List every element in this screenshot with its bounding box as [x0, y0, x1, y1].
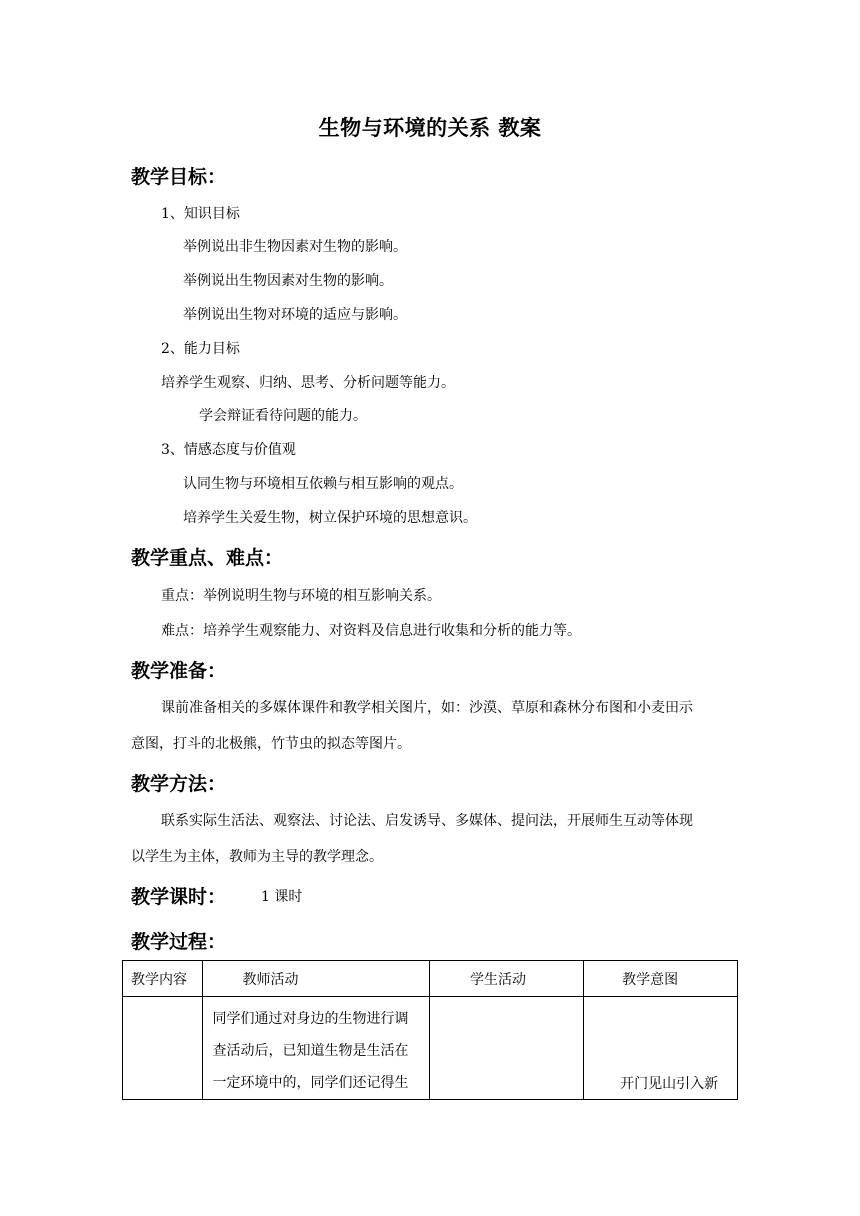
hours-heading: 教学课时： — [131, 886, 227, 908]
content-cell — [123, 997, 203, 1100]
emotion-item: 培养学生关爱生物，树立保护环境的思想意识。 — [183, 510, 477, 526]
ability-objective-title: 2、能力目标 — [161, 341, 240, 357]
process-heading: 教学过程： — [131, 931, 227, 953]
teacher-activity-line: 查活动后，已知道生物是生活在 — [212, 1043, 409, 1059]
knowledge-item: 举例说出非生物因素对生物的影响。 — [183, 239, 407, 255]
knowledge-objective-title: 1、知识目标 — [161, 206, 240, 222]
column-label: 教师活动 — [242, 971, 299, 988]
preparation-heading: 教学准备： — [131, 660, 227, 682]
table-header-row — [123, 961, 738, 997]
teacher-activity-line: 一定环境中的，同学们还记得生 — [212, 1075, 409, 1091]
preparation-text: 意图，打斗的北极熊，竹节虫的拟态等图片。 — [131, 736, 411, 752]
column-label: 教学内容 — [131, 971, 187, 988]
methods-text: 以学生为主体，教师为主导的教学理念。 — [131, 849, 383, 865]
table-row — [123, 997, 738, 1100]
objectives-heading: 教学目标： — [131, 166, 227, 188]
intent-cell — [584, 997, 738, 1100]
knowledge-item: 举例说出生物因素对生物的影响。 — [183, 273, 393, 289]
preparation-text: 课前准备相关的多媒体课件和教学相关图片，如：沙漠、草原和森林分布图和小麦田示 — [161, 700, 693, 716]
difficulty-point: 难点：培养学生观察能力、对资料及信息进行收集和分析的能力等。 — [161, 623, 581, 639]
document-title: 生物与环境的关系 教案 — [318, 116, 542, 140]
student-activity-cell — [430, 997, 584, 1100]
knowledge-item: 举例说出生物对环境的适应与影响。 — [183, 307, 407, 323]
emotion-objective-title: 3、情感态度与价值观 — [161, 442, 296, 458]
ability-item: 学会辩证看待问题的能力。 — [199, 408, 367, 424]
focus-point: 重点：举例说明生物与环境的相互影响关系。 — [161, 588, 441, 604]
teacher-activity-line: 同学们通过对身边的生物进行调 — [212, 1011, 409, 1027]
table-header-cell — [584, 961, 738, 997]
hours-value: 1 课时 — [261, 889, 303, 905]
intent-text: 开门见山引入新 — [620, 1076, 719, 1092]
key-points-heading: 教学重点、难点： — [131, 547, 284, 569]
teacher-activity-cell — [202, 997, 430, 1100]
column-label: 学生活动 — [470, 971, 526, 988]
methods-text: 联系实际生活法、观察法、讨论法、启发诱导、多媒体、提问法，开展师生互动等体现 — [161, 813, 693, 829]
emotion-item: 认同生物与环境相互依赖与相互影响的观点。 — [183, 476, 463, 492]
methods-heading: 教学方法： — [131, 773, 227, 795]
process-table — [122, 960, 738, 1100]
table-header-cell — [430, 961, 584, 997]
table-header-cell — [123, 961, 203, 997]
column-label: 教学意图 — [622, 971, 679, 988]
table-header-cell — [202, 961, 430, 997]
ability-item: 培养学生观察、归纳、思考、分析问题等能力。 — [161, 375, 455, 391]
